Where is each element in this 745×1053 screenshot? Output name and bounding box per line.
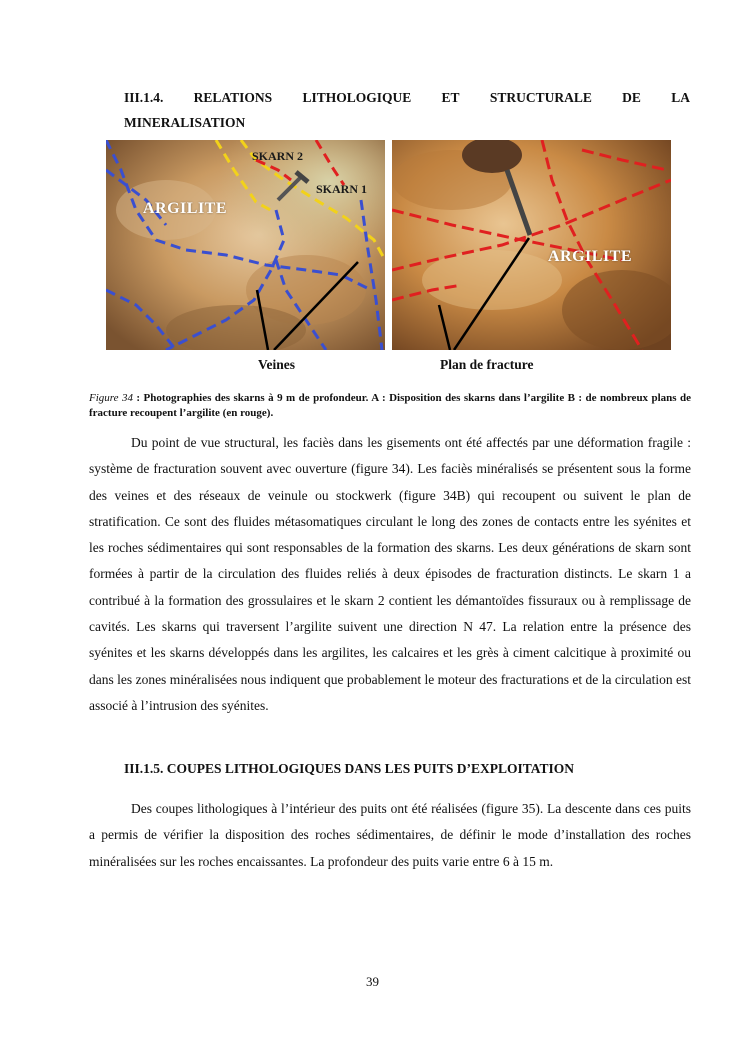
figure-caption-text: : Photographies des skarns à 9 m de profondeur. A : Disposition des skarns dans l’argilite B : de nombreux plans de fracture recoupent l’argilite (en rouge).: [89, 392, 692, 419]
argilite-label-a: ARGILITE: [143, 200, 228, 217]
heading-word: III.1.4.: [124, 90, 164, 105]
body-paragraph-2-text: Des coupes lithologiques à l’intérieur des puits ont été réalisées (figure 35). La descente dans ces puits a permis de vérifier la disposition des roches sédimentaires, de définir le mode d’installation des roches minéralisées sur les roches encaissantes. La profondeur des puits varie entre 6 à 15 m.: [89, 801, 691, 869]
figure-caption: [89, 391, 691, 421]
section-heading-1: [124, 90, 690, 106]
body-paragraph-1-text: Du point de vue structural, les faciès dans les gisements ont été affectés par une déformation fragile : système de fracturation souvent avec ouverture (figure 34). Les faciès minéralisés se présentent sous la forme des veines et des réseaux de veinule ou stockwerk (figure 34B) qui recoupent ou suivent le plan de stratification. Ce sont des fluides métasomatiques circulant le long des zones de contacts entre les syénites et les roches sédimentaires qui sont responsables de la formation des skarns. Les deux générations de skarn sont formées à partir de la circulation des fluides reliés à deux épisodes de fracturation distincts. Le skarn 1 a contribué à la formation des grossulaires et le skarn 2 contient les démantoïdes fissuraux ou à remplissage de cavités. Les skarns qui traversent l’argilite suivent une direction N 47. La relation entre la présence des syénites et les skarns développés dans les argilites, les calcaires et les grès à ciment calcitique à proximité ou dans les zones minéralisées nous indiquent que probablement le moteur des fracturations et de la circulation est associé à l’intrusion des syénites.: [89, 435, 691, 713]
figure-caption-prefix: Figure 34: [89, 392, 133, 404]
body-paragraph-2: [89, 796, 691, 875]
section-heading-2: III.1.5. COUPES LITHOLOGIQUES DANS LES PUITS D’EXPLOITATION: [124, 761, 574, 776]
heading-word: ET: [441, 90, 460, 105]
skarn-1-label: SKARN 1: [316, 182, 368, 196]
heading-word: RELATIONS: [193, 90, 273, 105]
section-heading-1-continuation: MINERALISATION: [124, 115, 246, 130]
photo-a: [106, 140, 385, 350]
plan-de-fracture-label: Plan de fracture: [440, 357, 534, 372]
argilite-label-b: ARGILITE: [548, 248, 633, 265]
heading-word: STRUCTURALE: [489, 90, 592, 105]
heading-word: DE: [622, 90, 641, 105]
body-paragraph-1: [89, 430, 691, 719]
page-number: 39: [366, 974, 379, 989]
photo-b-image: [392, 140, 671, 350]
veines-label: Veines: [258, 357, 296, 372]
skarn-2-label: SKARN 2: [252, 149, 304, 163]
photo-a-image: [106, 140, 385, 350]
heading-word: LITHOLOGIQUE: [302, 90, 412, 105]
heading-word: LA: [671, 90, 690, 105]
photo-b: [392, 140, 671, 350]
